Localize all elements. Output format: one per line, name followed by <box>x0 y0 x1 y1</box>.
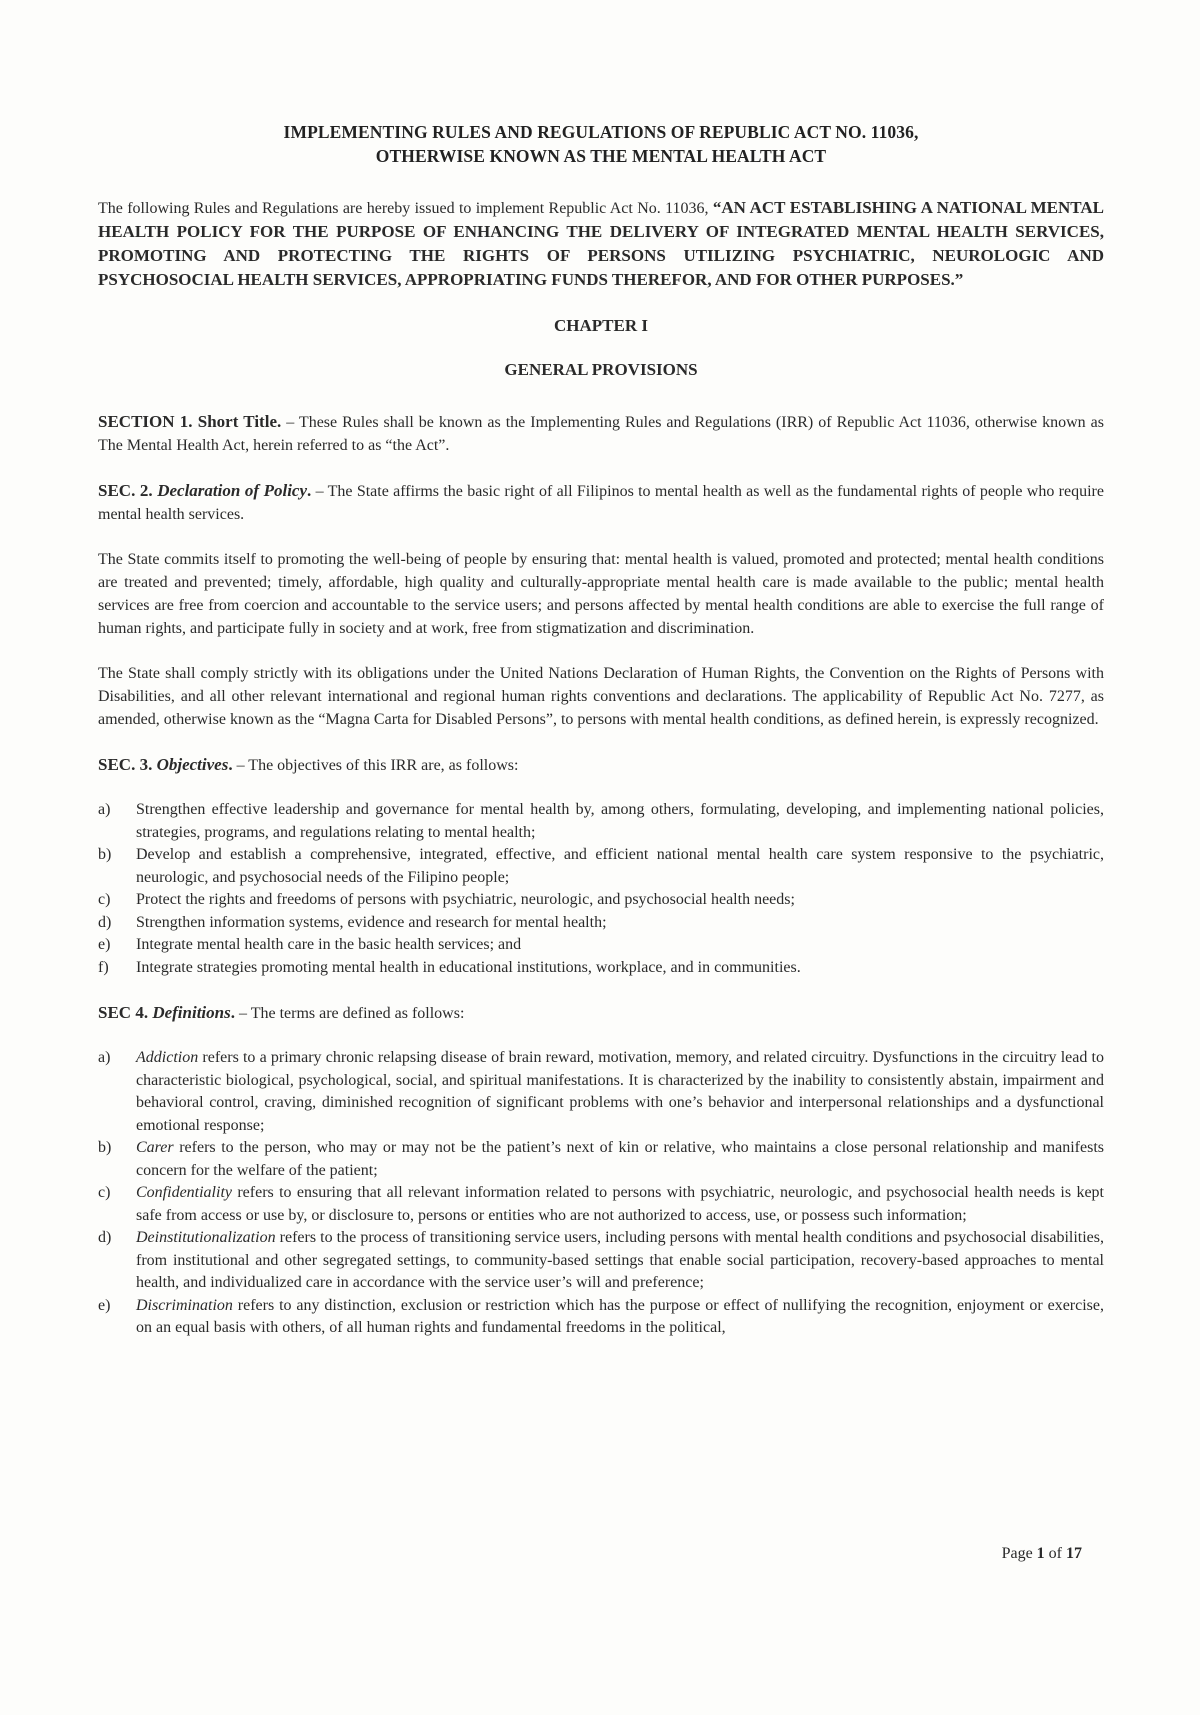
list-item <box>98 1137 1104 1182</box>
list-item <box>98 912 1104 935</box>
section-2-paragraph-3: The State shall comply strictly with its obligations under the United Nations Declaration of Human Rights, the Convention on the Rights of Persons with Disabilities, and all other relevant international and regional human rights conventions and declarations. The applicability of Republic Act No. 7277, as amended, otherwise known as the “Magna Carta for Disabled Persons”, to persons with mental health conditions, as defined herein, is expressly recognized. <box>98 665 1104 728</box>
list-marker: d) <box>98 913 112 931</box>
section-1-text: – These Rules shall be known as the Implementing Rules and Regulations (IRR) of Republic Act 11036, otherwise known as The Mental Health Act, herein referred to as “the Act”. <box>98 414 1104 454</box>
list-marker: c) <box>98 891 111 908</box>
list-item <box>98 889 1104 912</box>
section-2-dot: . <box>307 481 312 500</box>
section-2-text: – The State affirms the basic right of all Filipinos to mental health as well as the fundamental rights of people who require mental health services. <box>98 483 1104 523</box>
list-item <box>98 934 1104 957</box>
intro-lead: The following Rules and Regulations are hereby issued to implement Republic Act No. 11036, <box>98 200 713 217</box>
list-marker: d) <box>98 1229 112 1246</box>
definition-text: refers to a primary chronic relapsing disease of brain reward, motivation, memory, and related circuitry. Dysfunctions in the circuitry lead to characteristic biological, psychological, social, and spiritual manifestations. It is characterized by the inability to consistently abstain, impairment and behavioral control, craving, diminished recognition of significant problems with one’s behavior and interpersonal relationships and a dysfunctional emotional response; <box>136 1049 1104 1134</box>
list-marker: e) <box>98 936 111 953</box>
list-item <box>98 1295 1104 1340</box>
list-text: Integrate mental health care in the basic health services; and <box>136 936 522 953</box>
section-1-heading: SECTION 1. Short Title. <box>98 412 282 431</box>
list-item <box>98 1227 1104 1295</box>
list-text: Develop and establish a comprehensive, integrated, effective, and efficient national mental health care system responsive to the psychiatric, neurologic, and psychosocial needs of the Filipino people; <box>136 846 1104 886</box>
definition-term: Deinstitutionalization <box>136 1229 276 1246</box>
section-2-heading: SEC. 2. <box>98 481 158 500</box>
definition-term: Addiction <box>136 1049 199 1066</box>
chapter-name: GENERAL PROVISIONS <box>504 360 698 379</box>
list-item <box>98 1182 1104 1227</box>
page-total: 17 <box>1066 1545 1082 1562</box>
list-text: Strengthen information systems, evidence and research for mental health; <box>136 913 607 931</box>
section-3-title: Objectives <box>156 755 229 774</box>
list-text: Integrate strategies promoting mental health in educational institutions, workplace, and in communities. <box>136 958 801 976</box>
definition-term: Discrimination <box>136 1296 233 1314</box>
section-4-text: – The terms are defined as follows: <box>234 1005 465 1022</box>
list-item <box>98 1047 1104 1137</box>
page-number <box>1002 1545 1082 1563</box>
section-4-dot: . <box>230 1003 235 1022</box>
document-title <box>98 120 1104 168</box>
list-item <box>98 799 1104 844</box>
definition-text: refers to the person, who may or may not be the patient’s next of kin or relative, who maintains a close personal relationship and manifests concern for the welfare of the patient; <box>136 1139 1104 1179</box>
section-4 <box>98 1001 1104 1025</box>
page-current: 1 <box>1036 1545 1045 1562</box>
section-4-heading: SEC 4. <box>98 1003 153 1022</box>
title-line-2: OTHERWISE KNOWN AS THE MENTAL HEALTH ACT <box>375 146 827 166</box>
list-marker: e) <box>98 1296 111 1314</box>
section-4-title: Definitions <box>152 1003 231 1022</box>
list-text: Protect the rights and freedoms of persons with psychiatric, neurologic, and psychosocial health needs; <box>136 891 795 908</box>
intro-act-title: “AN ACT ESTABLISHING A NATIONAL MENTAL HEALTH POLICY FOR THE PURPOSE OF ENHANCING THE DELIVERY OF INTEGRATED MENTAL HEALTH SERVICES, PROMOTING AND PROTECTING THE RIGHTS OF PERSONS UTILIZING PSYCHIATRIC, NEUROLOGIC AND PSYCHOSOCIAL HEALTH SERVICES, APPROPRIATING FUNDS THEREFOR, AND FOR OTHER PURPOSES.” <box>98 198 1104 289</box>
definition-term: Confidentiality <box>136 1184 232 1201</box>
list-text: Strengthen effective leadership and governance for mental health by, among others, formulating, developing, and implementing national policies, strategies, programs, and regulations relating to mental health; <box>136 801 1104 841</box>
section-2-title: Declaration of Policy <box>157 481 308 500</box>
chapter-number: CHAPTER I <box>554 316 648 335</box>
definition-text: refers to ensuring that all relevant information related to persons with psychiatric, neurologic, and psychosocial health needs is kept safe from access or use by, or disclosure to, persons or entities who are not authorized to access, use, or possess such information; <box>136 1184 1104 1224</box>
section-2 <box>98 479 1104 526</box>
section-3-text: – The objectives of this IRR are, as follows: <box>232 757 519 774</box>
section-3-heading: SEC. 3. <box>98 755 157 774</box>
intro-paragraph <box>98 196 1104 292</box>
list-marker: b) <box>98 846 112 863</box>
list-marker: c) <box>98 1184 111 1201</box>
definition-text: refers to the process of transitioning service users, including persons with mental health conditions and psychosocial disabilities, from institutional and other segregated settings, to community-based settings that enable social participation, recovery-based approaches to mental health, and individualized care in accordance with the service user’s will and preference; <box>136 1229 1104 1291</box>
objectives-list <box>98 799 1104 979</box>
definitions-list <box>98 1047 1104 1340</box>
page-of: of <box>1044 1545 1066 1562</box>
definition-term: Carer <box>136 1139 174 1156</box>
list-marker: b) <box>98 1139 112 1156</box>
section-1 <box>98 410 1104 457</box>
section-3-dot: . <box>228 755 233 774</box>
list-marker: f) <box>98 958 109 976</box>
title-line-1: IMPLEMENTING RULES AND REGULATIONS OF REPUBLIC ACT NO. 11036, <box>283 122 919 142</box>
definition-text: refers to any distinction, exclusion or restriction which has the purpose or effect of nullifying the recognition, enjoyment or exercise, on an equal basis with others, of all human rights and fundamental freedoms in the political, <box>136 1296 1104 1336</box>
section-2-paragraph-2: The State commits itself to promoting the well-being of people by ensuring that: mental health is valued, promoted and protected; mental health conditions are treated and prevented; timely, affordable, high quality and culturally-appropriate mental health care is made available to the public; mental health services are free from coercion and accountable to the service users; and persons affected by mental health conditions are able to exercise the full range of human rights, and participate fully in society and at work, free from stigmatization and discrimination. <box>98 551 1104 637</box>
list-marker: a) <box>98 1049 111 1066</box>
document-body <box>98 120 1104 1362</box>
page-label: Page <box>1001 1545 1037 1562</box>
list-item <box>98 844 1104 889</box>
section-3 <box>98 753 1104 777</box>
list-item <box>98 957 1104 980</box>
list-marker: a) <box>98 801 111 818</box>
